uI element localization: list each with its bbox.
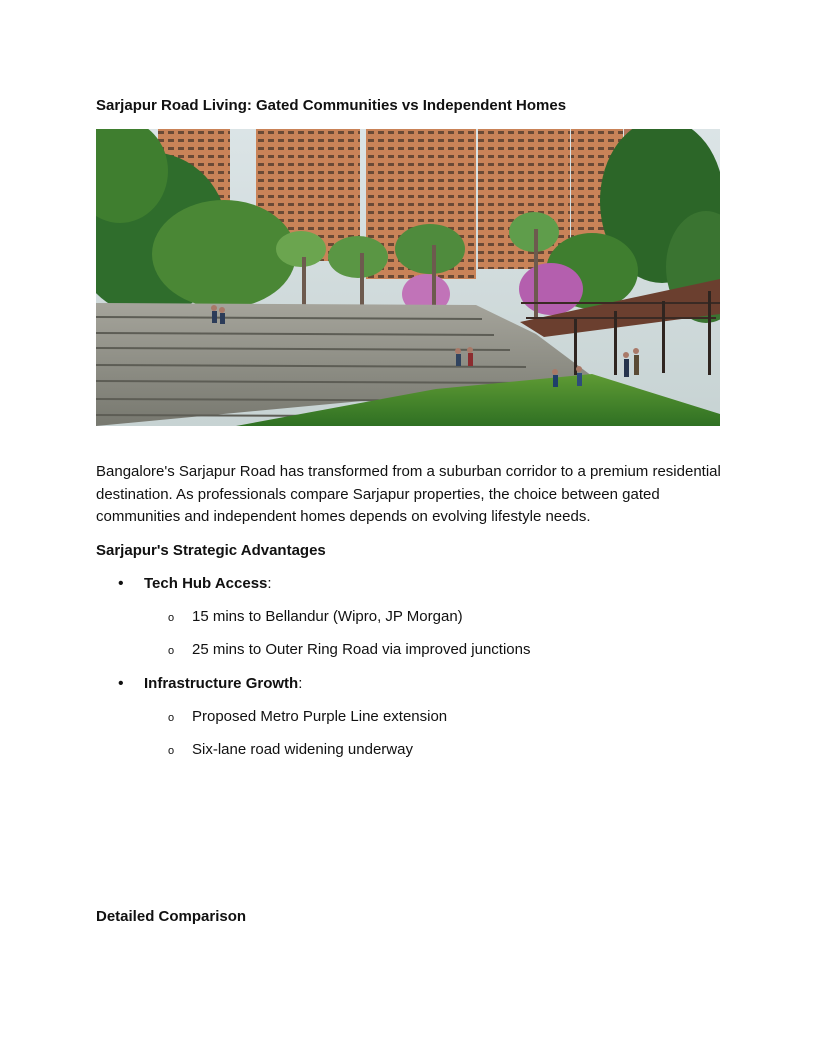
hollow-bullet-icon: o (168, 745, 175, 757)
bullet-icon: • (118, 675, 124, 692)
advantage-label-text (144, 573, 272, 595)
sub-item-text: 25 mins to Outer Ring Road via improved junctions (192, 641, 531, 658)
sub-item-bellandur (96, 606, 716, 628)
advantage-item-infrastructure-growth (96, 673, 716, 695)
sub-item-road-widening (96, 739, 716, 761)
sub-item-text: Proposed Metro Purple Line extension (192, 708, 448, 725)
page-title: Sarjapur Road Living: Gated Communities vs Independent Homes (96, 97, 567, 114)
sub-item-outer-ring-road (96, 639, 716, 661)
sub-item-metro-extension (96, 706, 716, 728)
intro-paragraph: Bangalore's Sarjapur Road has transformed from a suburban corridor to a premium residential destination. As professionals compare Sarjapur properties, the choice between gated communities and independent homes depends on evolving lifestyle needs. (96, 463, 721, 525)
strategic-advantages-heading: Sarjapur's Strategic Advantages (96, 542, 326, 559)
detailed-comparison-heading: Detailed Comparison (96, 908, 247, 925)
bullet-icon: • (118, 575, 124, 592)
label-colon: : (267, 575, 272, 592)
hollow-bullet-icon: o (168, 612, 175, 624)
residential-amphitheater-image (96, 129, 720, 426)
advantage-label-text (144, 673, 302, 695)
advantage-label: Tech Hub Access (144, 575, 268, 592)
hollow-bullet-icon: o (168, 645, 175, 657)
label-colon: : (298, 675, 303, 692)
sub-item-text: 15 mins to Bellandur (Wipro, JP Morgan) (192, 608, 463, 625)
sub-item-text: Six-lane road widening underway (192, 741, 413, 758)
advantage-item-tech-hub-access (96, 573, 716, 595)
hollow-bullet-icon: o (168, 712, 175, 724)
advantage-label: Infrastructure Growth (144, 675, 299, 692)
